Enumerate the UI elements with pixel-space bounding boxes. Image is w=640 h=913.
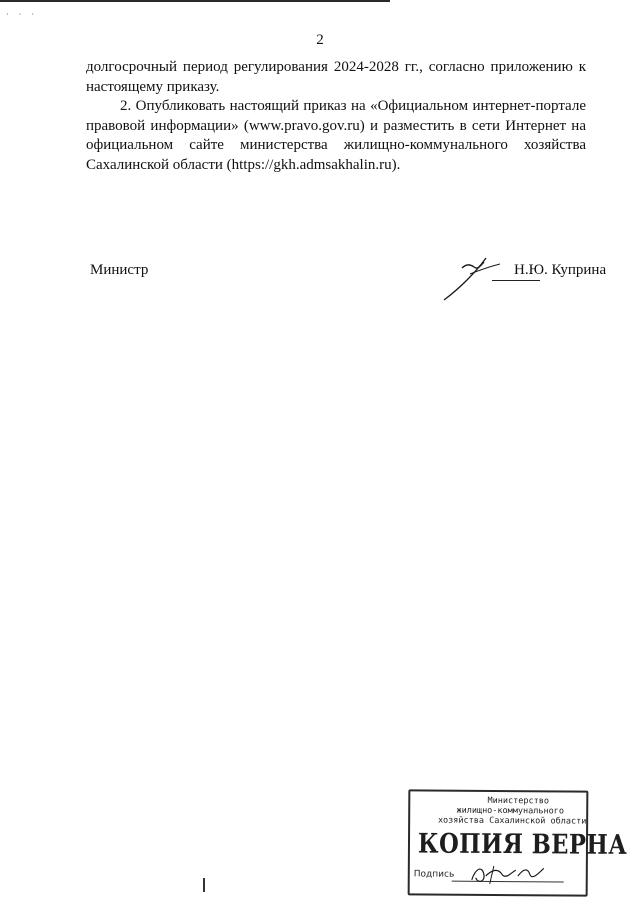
- stamp-handwritten-signature: [468, 862, 558, 889]
- signatory-name: Н.Ю. Куприна: [514, 262, 607, 278]
- paragraph-publish: 2. Опубликовать настоящий приказ на «Официальном интернет-портале правовой информации» (www.pravo.gov.ru) и разместить в сети Интернет на официальном сайте министерства жилищно-коммунального хозяйства Сахалинской области (https://gkh.admsakhalin.ru).: [86, 98, 586, 173]
- stamp-ministry-line: Министерство: [487, 795, 550, 807]
- stamp-department-line: жилищно-коммунального: [456, 805, 564, 817]
- stamp-region-line: хозяйства Сахалинской области: [437, 815, 587, 827]
- scan-border-line: [0, 0, 390, 2]
- handwritten-signature: [440, 252, 520, 304]
- document-body: [86, 58, 586, 175]
- page-number: 2: [316, 32, 324, 48]
- signature-underline: [492, 280, 540, 281]
- stray-scan-mark: [203, 878, 205, 892]
- stamp-signature-label: Подпись: [413, 869, 455, 880]
- scan-specks: · · ·: [6, 10, 38, 19]
- stamp-title: КОПИЯ ВЕРНА: [417, 828, 628, 861]
- certified-copy-stamp: [408, 789, 628, 896]
- paragraph-continuation: долгосрочный период регулирования 2024-2028 гг., согласно приложению к настоящему приказу.: [86, 59, 586, 95]
- signatory-title: Министр: [90, 262, 149, 278]
